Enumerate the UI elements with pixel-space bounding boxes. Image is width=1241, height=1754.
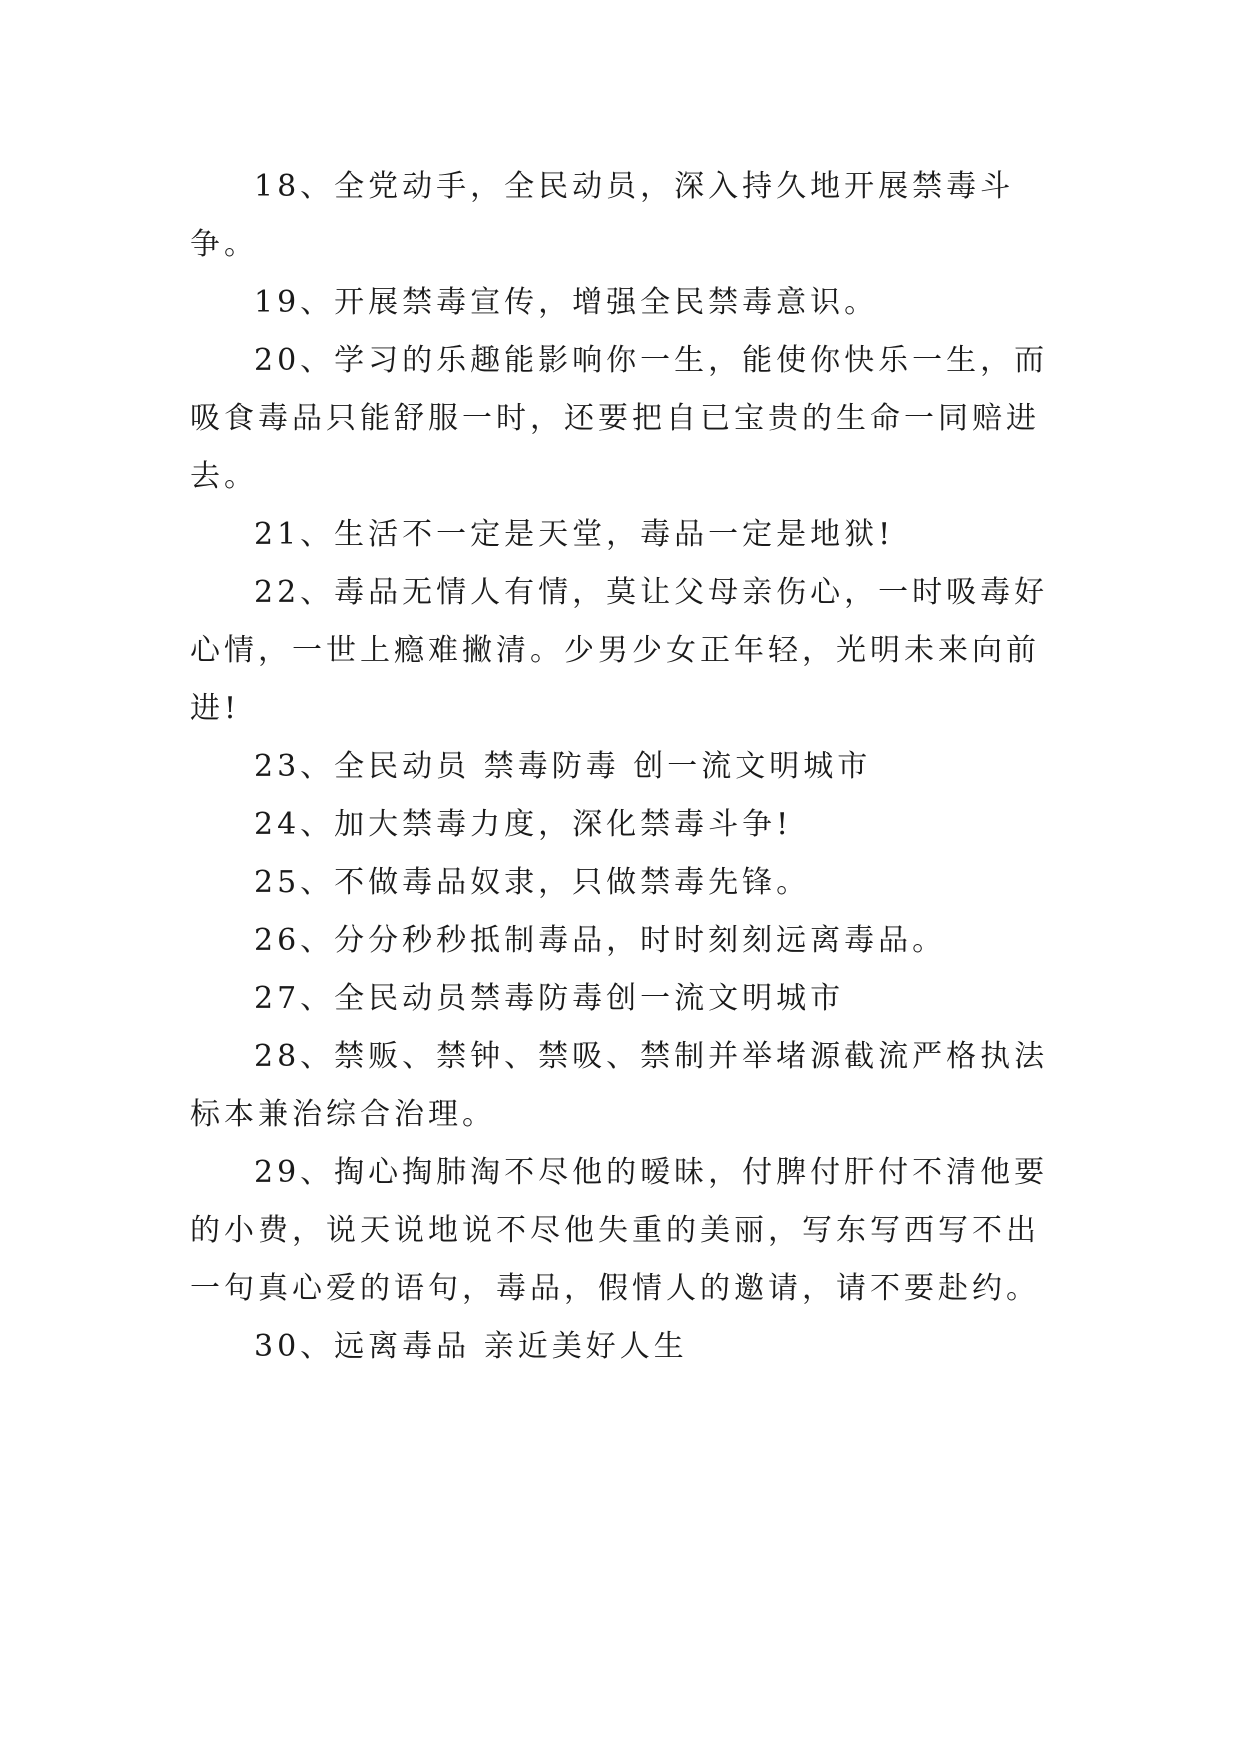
slogan-paragraph: 20、学习的乐趣能影响你一生，能使你快乐一生，而吸食毒品只能舒服一时，还要把自已宝贵的生命一同赔进去。 — [190, 343, 1049, 494]
slogan-paragraph: 22、毒品无情人有情，莫让父母亲伤心，一时吸毒好心情，一世上瘾难撇清。少男少女正年轻，光明未来向前进! — [190, 575, 1049, 726]
slogan-paragraph: 23、全民动员 禁毒防毒 创一流文明城市 — [254, 749, 872, 784]
slogan-paragraph: 19、开展禁毒宣传，增强全民禁毒意识。 — [254, 285, 879, 320]
slogan-paragraph: 21、生活不一定是天堂，毒品一定是地狱! — [254, 517, 895, 552]
slogan-paragraph: 28、禁贩、禁钟、禁吸、禁制并举堵源截流严格执法标本兼治综合治理。 — [190, 1039, 1049, 1132]
slogan-paragraph: 30、远离毒品 亲近美好人生 — [254, 1329, 688, 1364]
document-body — [190, 158, 1070, 1376]
slogan-paragraph: 27、全民动员禁毒防毒创一流文明城市 — [254, 981, 845, 1016]
slogan-paragraph: 29、掏心掏肺淘不尽他的暧昧，付脾付肝付不清他要的小费，说天说地说不尽他失重的美丽，写东写西写不出一句真心爱的语句，毒品，假情人的邀请，请不要赴约。 — [190, 1155, 1049, 1306]
slogan-paragraph: 24、加大禁毒力度，深化禁毒斗争! — [254, 807, 793, 842]
slogan-paragraph: 26、分分秒秒抵制毒品，时时刻刻远离毒品。 — [254, 923, 947, 958]
slogan-paragraph: 18、全党动手，全民动员，深入持久地开展禁毒斗争。 — [190, 169, 1015, 262]
slogan-paragraph: 25、不做毒品奴隶，只做禁毒先锋。 — [254, 865, 811, 900]
